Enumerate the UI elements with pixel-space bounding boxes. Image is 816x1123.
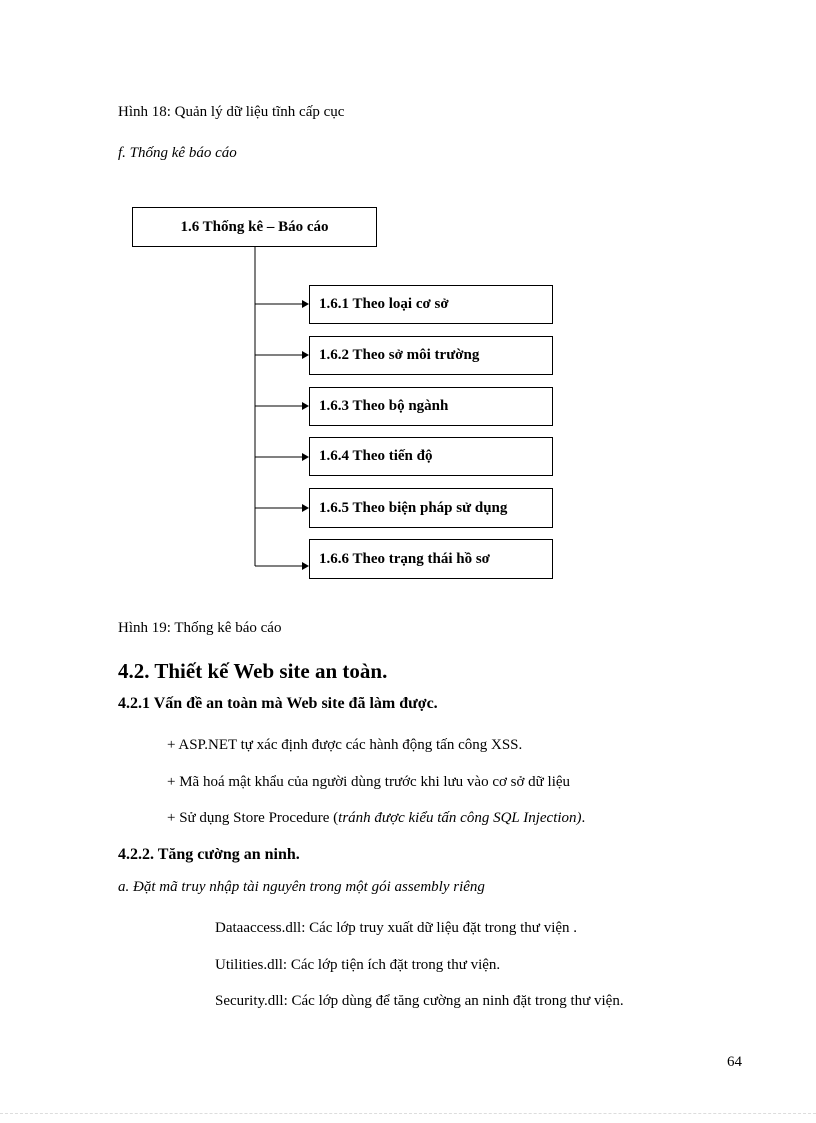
list-item-end: .	[581, 810, 586, 826]
subsection-a-title: a. Đặt mã truy nhập tài nguyên trong một gói assembly riêng	[118, 879, 485, 895]
diagram-node-6: 1.6.6 Theo trạng thái hồ sơ	[309, 539, 553, 579]
page-bottom-divider	[0, 1113, 816, 1114]
section-f-title: f. Thống kê báo cáo	[118, 145, 237, 161]
dll-line: Utilities.dll: Các lớp tiện ích đặt trong thư viện.	[215, 957, 501, 973]
dll-line: Security.dll: Các lớp dùng để tăng cường an ninh đặt trong thư viện.	[215, 993, 624, 1009]
list-item: + Mã hoá mật khẩu của người dùng trước khi lưu vào cơ sở dữ liệu	[167, 774, 571, 790]
list-item: + ASP.NET tự xác định được các hành động tấn công XSS.	[167, 737, 523, 753]
diagram-node-4: 1.6.4 Theo tiến độ	[309, 437, 553, 476]
diagram-node-1: 1.6.1 Theo loại cơ sở	[309, 285, 553, 324]
figure-18-caption: Hình 18: Quản lý dữ liệu tĩnh cấp cục	[118, 104, 345, 120]
section-4-2-1-heading: 4.2.1 Vấn đề an toàn mà Web site đã làm được.	[118, 695, 438, 712]
page-number: 64	[727, 1054, 742, 1070]
diagram-root-node: 1.6 Thống kê – Báo cáo	[132, 207, 377, 247]
diagram-node-2: 1.6.2 Theo sở môi trường	[309, 336, 553, 375]
diagram-node-5: 1.6.5 Theo biện pháp sử dụng	[309, 488, 553, 528]
connector-arrows	[255, 300, 309, 570]
list-item-italic: tránh được kiểu tấn công SQL Injection)	[338, 810, 582, 826]
diagram-node-3: 1.6.3 Theo bộ ngành	[309, 387, 553, 426]
dll-line: Dataaccess.dll: Các lớp truy xuất dữ liệu đặt trong thư viện .	[215, 920, 578, 936]
list-item-text: + Sử dụng Store Procedure (	[167, 810, 339, 826]
figure-19-caption: Hình 19: Thống kê báo cáo	[118, 620, 282, 636]
section-4-2-2-heading: 4.2.2. Tăng cường an ninh.	[118, 846, 300, 863]
section-4-2-heading: 4.2. Thiết kế Web site an toàn.	[118, 659, 388, 683]
list-item	[167, 810, 585, 827]
